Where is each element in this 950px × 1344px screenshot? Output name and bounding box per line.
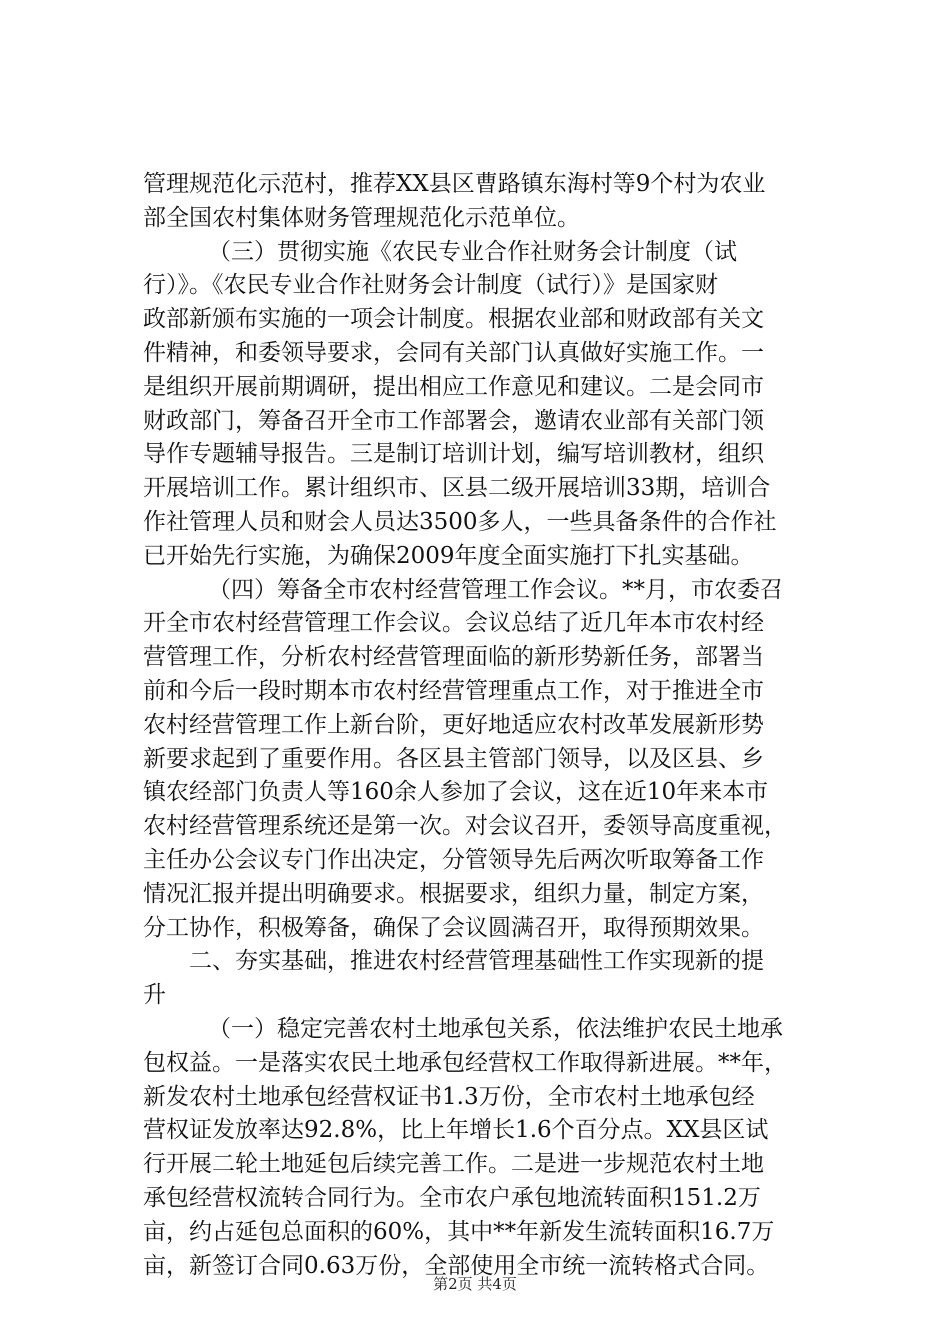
text-line: 管理规范化示范村，推荐XX县区曹路镇东海村等9个村为农业	[143, 171, 766, 197]
text-line: （一）稳定完善农村土地承包关系，依法维护农民土地承	[208, 1015, 783, 1042]
text-line: 财政部门，筹备召开全市工作部署会，邀请农业部有关部门领	[143, 407, 764, 434]
text-line: 分工协作，积极筹备，确保了会议圆满召开，取得预期效果。	[143, 914, 764, 941]
page-footer: 第2页 共4页	[433, 1275, 517, 1293]
text-line: 营权证发放率达92.8%，比上年增长1.6个百分点。XX县区试	[143, 1117, 769, 1144]
text-line: 新要求起到了重要作用。各区县主管部门领导，以及区县、乡	[143, 745, 764, 772]
text-line: 新发农村土地承包经营权证书1.3万份，全市农村土地承包经	[143, 1083, 755, 1110]
text-line: 开展培训工作。累计组织市、区县二级开展培训33期，培训合	[143, 475, 771, 502]
text-line: 前和今后一段时期本市农村经营管理重点工作，对于推进全市	[143, 677, 764, 704]
text-line: （三）贯彻实施《农民专业合作社财务会计制度（试	[208, 238, 737, 265]
section-heading: 二、夯实基础，推进农村经营管理基础性工作实现新的提	[189, 948, 764, 975]
text-line: 部全国农村集体财务管理规范化示范单位。	[143, 204, 580, 231]
text-line: 农村经营管理系统还是第一次。对会议召开，委领导高度重视，	[143, 813, 787, 840]
text-line: 主任办公会议专门作出决定，分管领导先后两次听取筹备工作	[143, 846, 764, 873]
text-line: （四）筹备全市农村经营管理工作会议。**月，市农委召	[208, 576, 783, 603]
body-text	[143, 168, 823, 1283]
text-line: 亩，新签订合同0.63万份，全部使用全市统一流转格式合同。	[143, 1252, 770, 1279]
text-line: 营管理工作，分析农村经营管理面临的新形势新任务，部署当	[143, 644, 764, 671]
text-line: 政部新颁布实施的一项会计制度。根据农业部和财政部有关文	[143, 306, 764, 333]
text-line: 已开始先行实施，为确保2009年度全面实施打下扎实基础。	[143, 542, 754, 569]
text-line: 行）》。《农民专业合作社财务会计制度（试行）》是国家财	[143, 272, 718, 299]
section-heading-cont: 升	[143, 982, 166, 1009]
text-line: 是组织开展前期调研，提出相应工作意见和建议。二是会同市	[143, 373, 764, 400]
text-line: 导作专题辅导报告。三是制订培训计划，编写培训教材，组织	[143, 441, 764, 468]
text-line: 农村经营管理工作上新台阶，更好地适应农村改革发展新形势	[143, 711, 764, 738]
text-line: 承包经营权流转合同行为。全市农户承包地流转面积151.2万	[143, 1184, 761, 1211]
text-line: 作社管理人员和财会人员达3500多人，一些具备条件的合作社	[143, 508, 777, 535]
text-line: 情况汇报并提出明确要求。根据要求，组织力量，制定方案，	[143, 880, 764, 907]
text-line: 件精神，和委领导要求，会同有关部门认真做好实施工作。一	[143, 339, 764, 366]
text-line: 包权益。一是落实农民土地承包经营权工作取得新进展。**年，	[143, 1049, 787, 1076]
text-line: 开全市农村经营管理工作会议。会议总结了近几年本市农村经	[143, 610, 764, 637]
text-line: 行开展二轮土地延包后续完善工作。二是进一步规范农村土地	[143, 1151, 764, 1178]
text-line: 镇农经部门负责人等160余人参加了会议，这在近10年来本市	[143, 779, 769, 806]
text-line: 亩，约占延包总面积的60%，其中**年新发生流转面积16.7万	[143, 1218, 775, 1245]
